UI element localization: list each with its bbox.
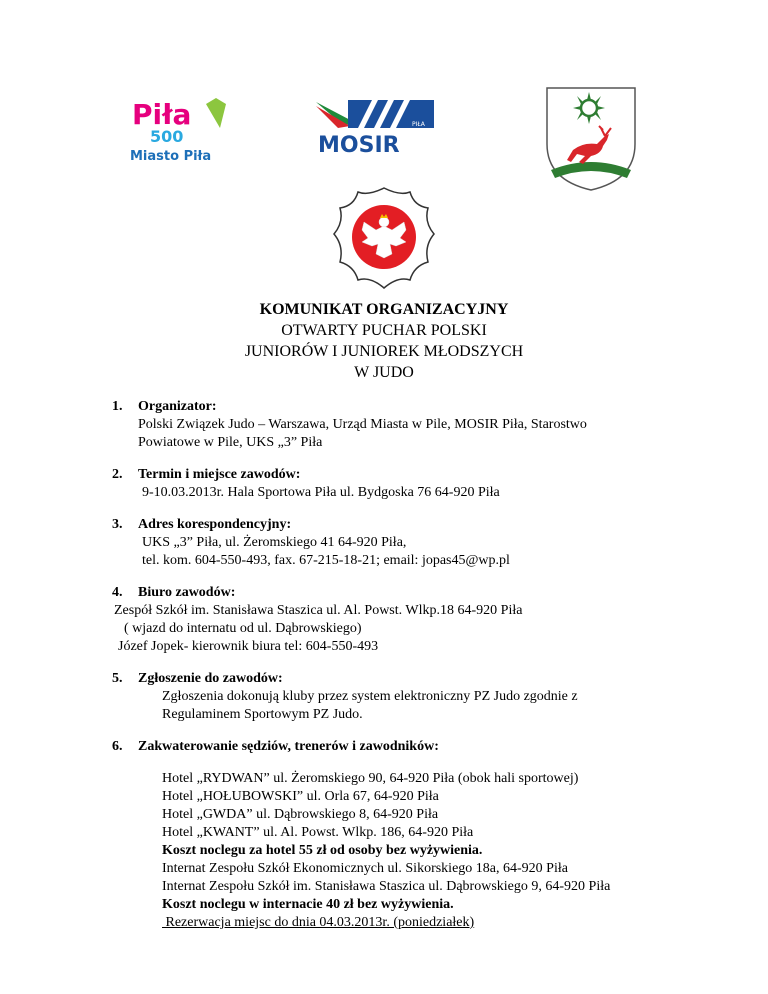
section-registration xyxy=(112,670,712,724)
title-line-2: OTWARTY PUCHAR POLSKI xyxy=(281,322,487,339)
section-heading: Termin i miejsce zawodów: xyxy=(138,467,301,482)
section-line: Internat Zespołu Szkół im. Stanisława Staszica ul. Dąbrowskiego 9, 64-920 Piła xyxy=(162,879,611,894)
section-heading: Biuro zawodów: xyxy=(138,585,236,600)
section-line: UKS „3” Piła, ul. Żeromskiego 41 64-920 Piła, xyxy=(142,535,407,550)
section-line-underlined: Rezerwacja miejsc do dnia 04.03.2013r. (poniedziałek) xyxy=(162,915,475,930)
section-line-bold: Koszt noclegu w internacie 40 zł bez wyżywienia. xyxy=(162,897,454,912)
section-line: Hotel „GWDA” ul. Dąbrowskiego 8, 64-920 Piła xyxy=(162,807,439,822)
title-line-3: JUNIORÓW I JUNIOREK MŁODSZYCH xyxy=(244,343,524,360)
section-accommodation xyxy=(112,738,712,932)
pila-logo-icon xyxy=(128,96,236,166)
section-line: Hotel „HOŁUBOWSKI” ul. Orla 67, 64-920 Piła xyxy=(162,789,439,804)
section-competition-office xyxy=(112,584,712,656)
section-heading: Organizator: xyxy=(138,399,217,414)
section-heading: Zgłoszenie do zawodów: xyxy=(138,671,283,686)
section-correspondence-address xyxy=(112,516,712,570)
pila-logo-line1: Piła xyxy=(132,98,192,131)
coat-of-arms-deer-icon xyxy=(543,84,639,192)
section-number: 1. xyxy=(112,399,123,414)
section-organizer xyxy=(112,398,712,452)
title-line-4: W JUDO xyxy=(354,364,414,381)
mosir-logo xyxy=(314,96,438,158)
section-line: Józef Jopek- kierownik biura tel: 604-550-493 xyxy=(118,639,379,654)
coat-of-arms-logo xyxy=(543,84,639,192)
mosir-logo-small: PIŁA xyxy=(412,121,425,128)
pila-logo-caption: Miasto Piła xyxy=(130,149,212,164)
section-number: 2. xyxy=(112,467,123,482)
mosir-logo-icon xyxy=(314,96,438,158)
title-main: KOMUNIKAT ORGANIZACYJNY xyxy=(259,301,509,318)
section-line: ( wjazd do internatu od ul. Dąbrowskiego) xyxy=(124,621,362,636)
mosir-logo-text: MOSIR xyxy=(318,133,400,158)
section-line: Polski Związek Judo – Warszawa, Urząd Miasta w Pile, MOSIR Piła, Starostwo xyxy=(138,417,587,432)
section-number: 6. xyxy=(112,739,123,754)
section-line: Internat Zespołu Szkół Ekonomicznych ul. Sikorskiego 18a, 64-920 Piła xyxy=(162,861,568,876)
document-title xyxy=(0,299,768,383)
section-date-venue xyxy=(112,466,712,502)
pila-logo-line2: 500 xyxy=(150,127,184,146)
section-heading: Adres korespondencyjny: xyxy=(138,517,292,532)
section-number: 5. xyxy=(112,671,123,686)
section-line: Powiatowe w Pile, UKS „3” Piła xyxy=(138,435,323,450)
section-heading: Zakwaterowanie sędziów, trenerów i zawodników: xyxy=(138,739,439,754)
polish-eagle-emblem-icon xyxy=(330,186,438,290)
section-line: 9-10.03.2013r. Hala Sportowa Piła ul. Bydgoska 76 64-920 Piła xyxy=(142,485,500,500)
section-number: 3. xyxy=(112,517,123,532)
section-number: 4. xyxy=(112,585,123,600)
section-line: Regulaminem Sportowym PZ Judo. xyxy=(162,707,363,722)
judo-emblem-logo xyxy=(330,186,438,290)
section-line: tel. kom. 604-550-493, fax. 67-215-18-21; email: jopas45@wp.pl xyxy=(142,553,510,568)
section-line: Zespół Szkół im. Stanisława Staszica ul. Al. Powst. Wlkp.18 64-920 Piła xyxy=(114,603,523,618)
sections-list xyxy=(112,398,712,946)
section-line-bold: Koszt noclegu za hotel 55 zł od osoby bez wyżywienia. xyxy=(162,843,483,858)
pila-city-logo xyxy=(128,96,236,166)
section-line: Hotel „KWANT” ul. Al. Powst. Wlkp. 186, 64-920 Piła xyxy=(162,825,474,840)
section-line: Hotel „RYDWAN” ul. Żeromskiego 90, 64-920 Piła (obok hali sportowej) xyxy=(162,771,579,786)
section-line: Zgłoszenia dokonują kluby przez system elektroniczny PZ Judo zgodnie z xyxy=(162,689,578,704)
